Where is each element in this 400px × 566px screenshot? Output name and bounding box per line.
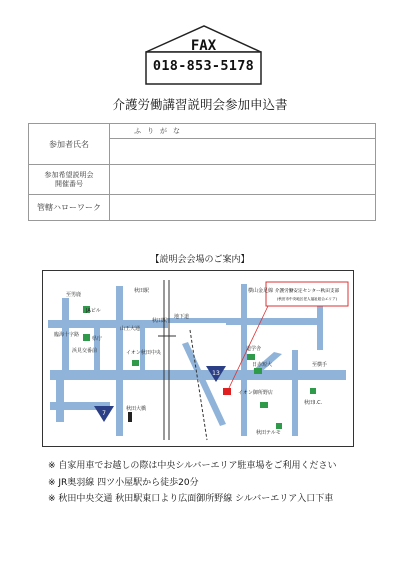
fax-header: [0, 0, 400, 90]
label-prefecture-office: 県庁: [92, 336, 103, 342]
application-form: [28, 123, 376, 221]
note-train: ※ JR奥羽線 四ツ小屋駅から徒歩20分: [48, 477, 199, 488]
notes: [48, 458, 337, 508]
session-number-field[interactable]: [110, 165, 376, 195]
participant-name-field[interactable]: [110, 139, 376, 165]
label-underpass: 地下道: [174, 314, 190, 320]
map-heading: 【説明会会場のご案内】: [150, 255, 250, 265]
document-title: 介護労働講習説明会参加申込書: [112, 97, 288, 112]
svg-text:13: 13: [212, 370, 220, 377]
label-yokote: 至横手: [312, 362, 328, 368]
label-aeon-goshono: イオン御所野店: [238, 390, 273, 396]
label-ohashi: 秋田大橋: [126, 406, 147, 412]
participant-name-label: 参加者氏名: [29, 124, 110, 165]
svg-text:介護労働安定センター秋田支部: 介護労働安定センター秋田支部: [274, 289, 340, 294]
label-oga: 至男鹿: [66, 292, 82, 298]
venue-map: [42, 270, 354, 447]
label-nichitan: 日赤短大: [252, 362, 273, 368]
label-akita-station: 秋田駅: [152, 318, 168, 324]
note-parking: ※ 自家用車でお越しの際は中央シルバーエリア駐車場をご利用ください: [48, 461, 337, 471]
label-yokoyama: 横山金足線: [248, 288, 274, 294]
label-gakuin: 道学舎: [246, 346, 262, 352]
label-rinkai: 臨海十字路: [54, 332, 80, 338]
label-akita-terumo: 秋田テルモ: [256, 430, 281, 436]
furigana-field[interactable]: [110, 124, 376, 139]
venue-callout: [266, 282, 348, 306]
label-sanno: 山王大通: [120, 326, 141, 332]
label-hama: 浜見交番前: [72, 348, 98, 354]
svg-text:(秋田市中央地区老人福祉総合エリア): (秋田市中央地区老人福祉総合エリア): [276, 297, 338, 301]
fax-number: 018-853-5178: [152, 58, 255, 74]
label-ja-building: JAビル: [86, 308, 101, 314]
label-akita-station-north: 秋田駅: [134, 288, 150, 294]
label-akita-ic: 秋田I.C.: [304, 400, 323, 406]
venue-marker: [223, 388, 231, 395]
note-bus: ※ 秋田中央交通 秋田駅東口より広面御所野線 シルバーエリア入口下車: [48, 494, 334, 504]
hello-work-field[interactable]: [110, 195, 376, 221]
label-aeon-chuo: イオン秋田中央: [126, 350, 161, 356]
session-number-label: 参加希望説明会 開催番号: [29, 165, 110, 195]
hello-work-label: 管轄ハローワーク: [29, 195, 110, 221]
svg-text:7: 7: [102, 410, 106, 417]
furigana-hint: ふりがな: [134, 127, 186, 136]
fax-label: FAX: [190, 38, 217, 54]
